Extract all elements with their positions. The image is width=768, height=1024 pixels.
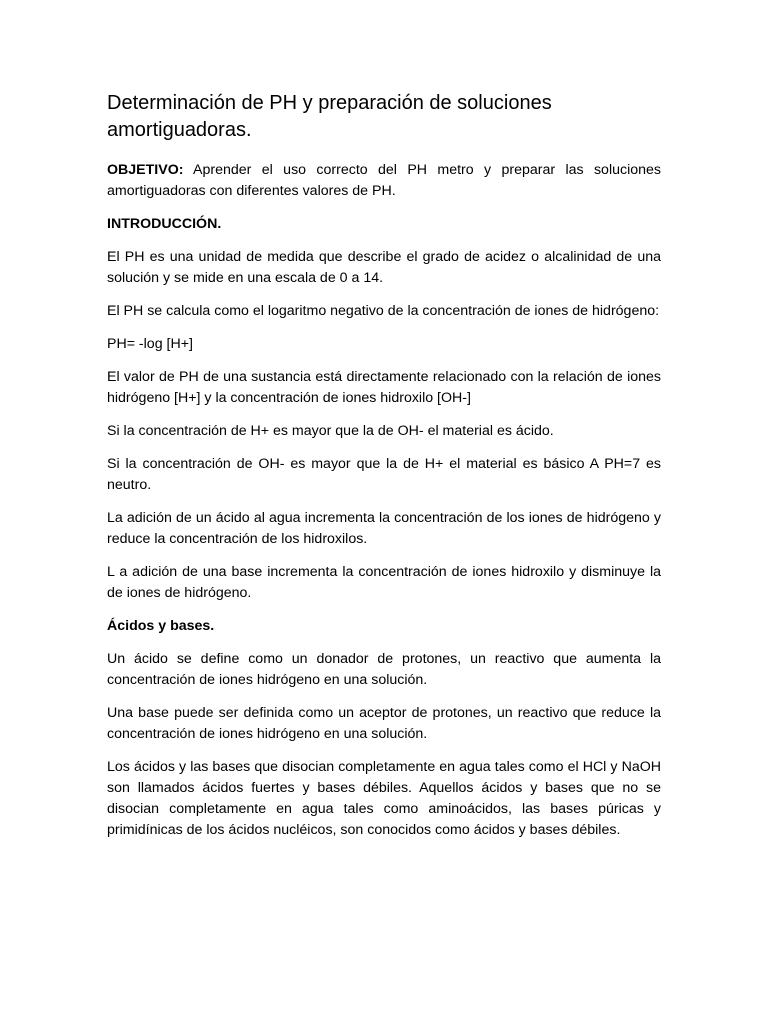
intro-paragraph: El PH es una unidad de medida que describe el grado de acidez o alcalinidad de una solución y se mide en una escala de 0 a 14. [107, 249, 661, 286]
acidos-heading: Ácidos y bases. [107, 618, 215, 634]
intro-paragraph: Si la concentración de H+ es mayor que la de OH- el material es ácido. [107, 423, 554, 439]
acidos-paragraph: Un ácido se define como un donador de protones, un reactivo que aumenta la concentración de iones hidrógeno en una solución. [107, 651, 661, 688]
objetivo-text: Aprender el uso correcto del PH metro y preparar las soluciones amortiguadoras con diferentes valores de PH. [107, 162, 661, 199]
document-page [107, 90, 661, 853]
intro-paragraph: El PH se calcula como el logaritmo negativo de la concentración de iones de hidrógeno: [107, 303, 660, 319]
intro-paragraph: El valor de PH de una sustancia está directamente relacionado con la relación de iones hidrógeno [H+] y la concentración de iones hidroxilo [OH-] [107, 369, 661, 406]
intro-paragraph: La adición de un ácido al agua incrementa la concentración de los iones de hidrógeno y reduce la concentración de los hidroxilos. [107, 510, 661, 547]
intro-paragraph: Si la concentración de OH- es mayor que la de H+ el material es básico A PH=7 es neutro. [107, 456, 661, 493]
intro-paragraph: L a adición de una base incrementa la concentración de iones hidroxilo y disminuye la de iones de hidrógeno. [107, 564, 661, 601]
acidos-paragraph: Una base puede ser definida como un aceptor de protones, un reactivo que reduce la concentración de iones hidrógeno en una solución. [107, 705, 661, 742]
objetivo-label: OBJETIVO: [107, 162, 184, 178]
objetivo-paragraph [107, 160, 661, 202]
introduccion-heading: INTRODUCCIÓN. [107, 216, 222, 232]
document-title: Determinación de PH y preparación de soluciones amortiguadoras. [107, 92, 552, 141]
ph-formula: PH= -log [H+] [107, 336, 193, 352]
acidos-paragraph: Los ácidos y las bases que disocian completamente en agua tales como el HCl y NaOH son llamados ácidos fuertes y bases débiles. Aquellos ácidos y bases que no se disocian completamente en agua tales como aminoácidos, las bases púricas y primidínicas de los ácidos nucléicos, son conocidos como ácidos y bases débiles. [107, 759, 661, 838]
